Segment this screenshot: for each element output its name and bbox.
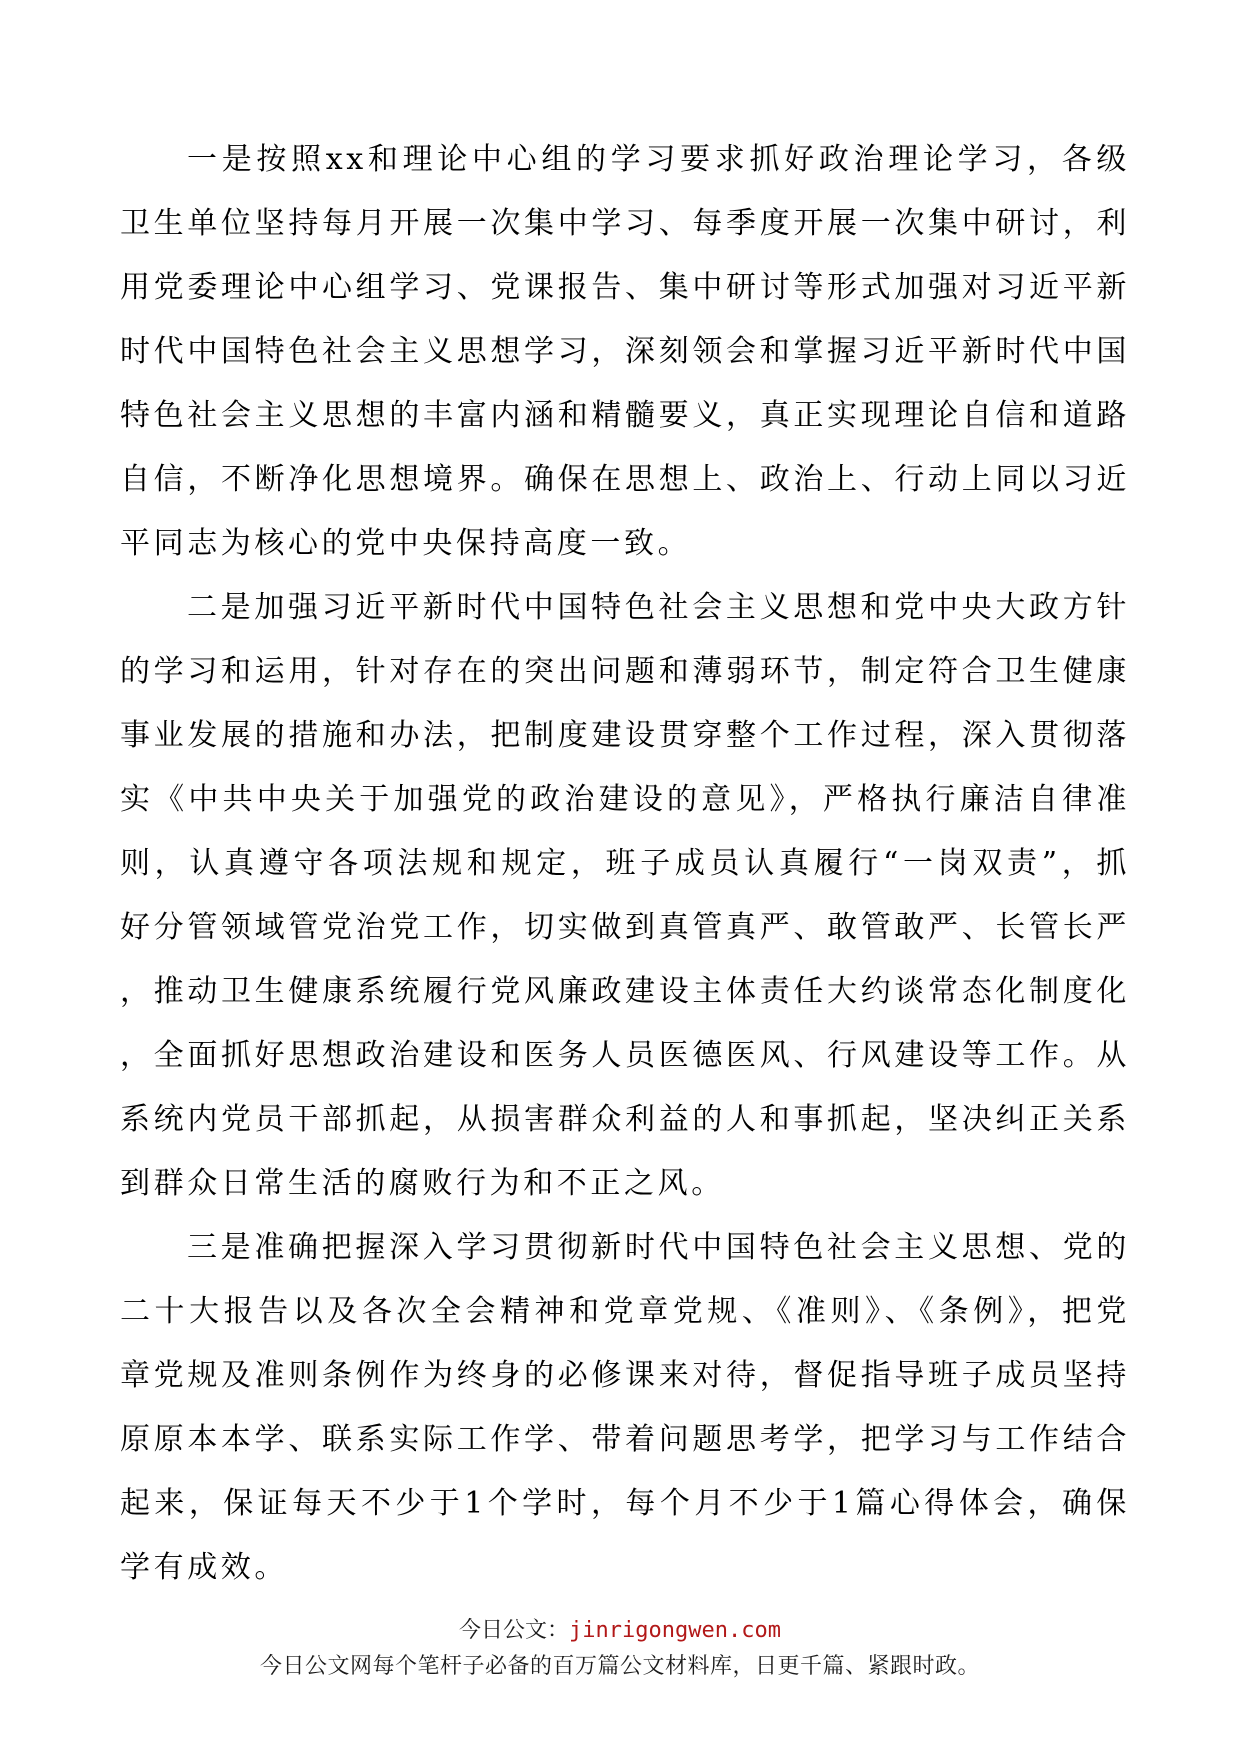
paragraph-1: 一是按照xx和理论中心组的学习要求抓好政治理论学习，各级卫生单位坚持每月开展一次集中学习、每季度开展一次集中研讨，利用党委理论中心组学习、党课报告、集中研讨等形式加强对习近平新时代中国特色社会主义思想学习，深刻领会和掌握习近平新时代中国特色社会主义思想的丰富内涵和精髓要义，真正实现理论自信和道路自信，不断净化思想境界。确保在思想上、政治上、行动上同以习近平同志为核心的党中央保持高度一致。 xyxy=(120,142,1130,561)
footer-site-link[interactable]: jinrigongwen.com xyxy=(569,1618,781,1643)
paragraph-2: 二是加强习近平新时代中国特色社会主义思想和党中央大政方针的学习和运用，针对存在的突出问题和薄弱环节，制定符合卫生健康事业发展的措施和办法，把制度建设贯穿整个工作过程，深入贯彻落实《中共中央关于加强党的政治建设的意见》，严格执行廉洁自律准则，认真遵守各项法规和规定，班子成员认真履行“一岗双责”，抓好分管领域管党治党工作，切实做到真管真严、敢管敢严、长管长严，推动卫生健康系统履行党风廉政建设主体责任大约谈常态化制度化，全面抓好思想政治建设和医务人员医德医风、行风建设等工作。从系统内党员干部抓起，从损害群众利益的人和事抓起，坚决纠正关系到群众日常生活的腐败行为和不正之风。 xyxy=(120,590,1130,1201)
footer-site-prefix: 今日公文： xyxy=(459,1618,570,1643)
footer-slogan: 今日公文网每个笔杆子必备的百万篇公文材料库，日更千篇、紧跟时政。 xyxy=(259,1654,980,1679)
footer-source xyxy=(0,1617,1240,1645)
document-body xyxy=(120,128,1130,1600)
paragraph-3: 三是准确把握深入学习贯彻新时代中国特色社会主义思想、党的二十大报告以及各次全会精神和党章党规、《准则》、《条例》，把党章党规及准则条例作为终身的必修课来对待，督促指导班子成员坚持原原本本学、联系实际工作学、带着问题思考学，把学习与工作结合起来，保证每天不少于1个学时，每个月不少于1篇心得体会，确保学有成效。 xyxy=(120,1230,1130,1585)
